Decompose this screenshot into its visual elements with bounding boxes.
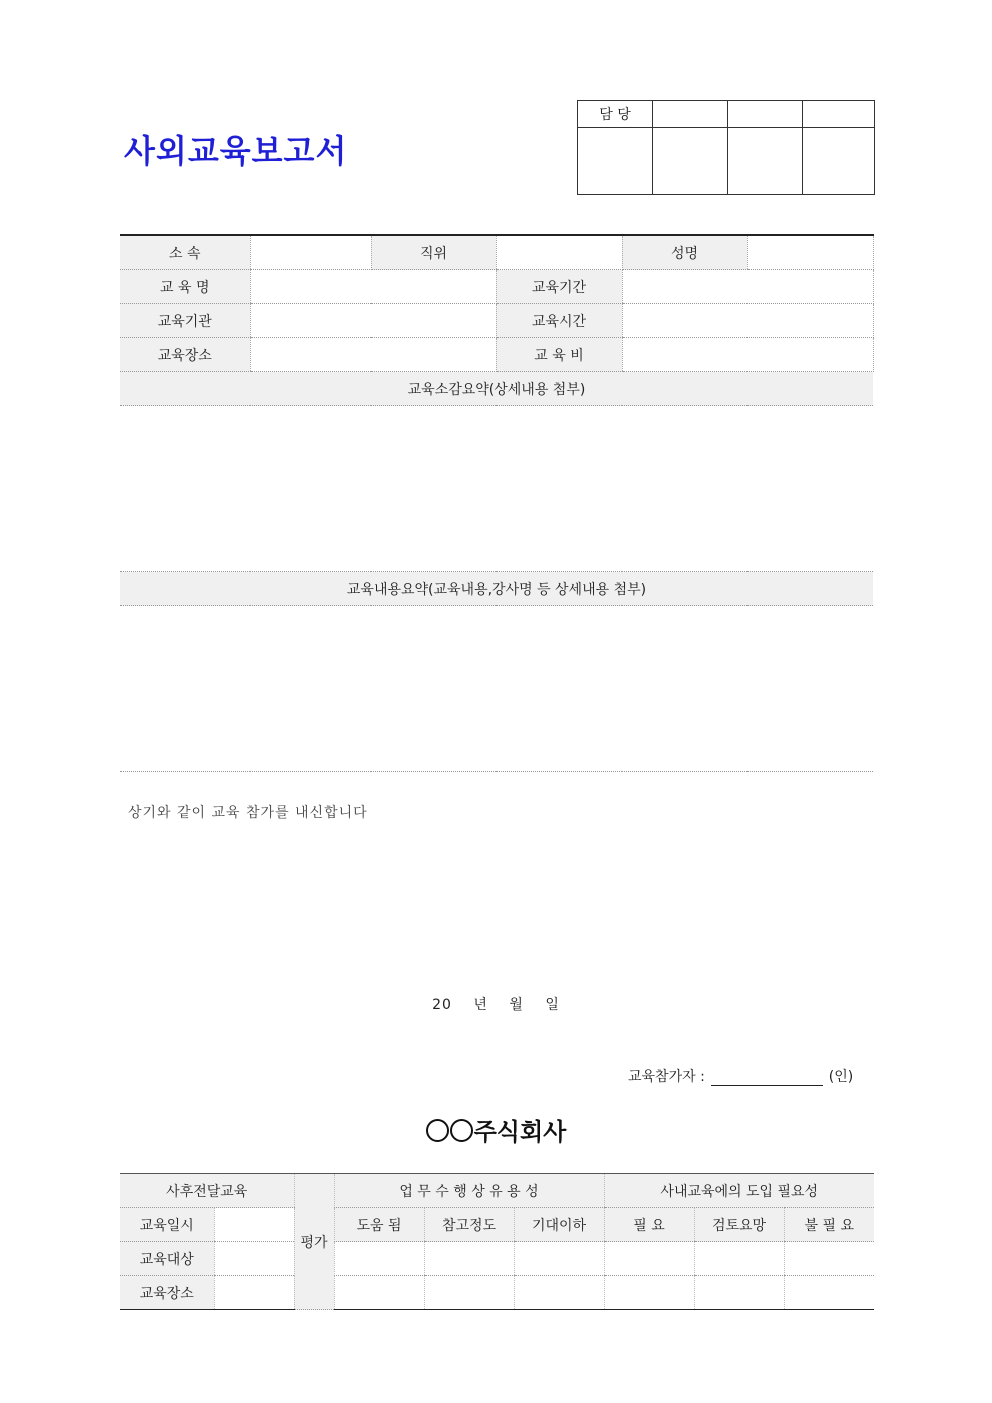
institution-label: 교육기관: [120, 304, 250, 338]
transfer-target-label: 교육대상: [120, 1242, 214, 1276]
approval-sign-cell[interactable]: [728, 128, 803, 195]
approval-header-cell: [728, 101, 803, 128]
position-label: 직위: [371, 235, 496, 270]
date-year: 20: [432, 997, 452, 1013]
content-field[interactable]: [120, 606, 873, 772]
course-name-field[interactable]: [250, 270, 496, 304]
circle-placeholder-icon: [450, 1119, 473, 1142]
need-check-cell[interactable]: [604, 1276, 694, 1310]
approval-sign-cell[interactable]: [803, 128, 875, 195]
use-check-cell[interactable]: [514, 1242, 604, 1276]
need-check-cell[interactable]: [694, 1276, 784, 1310]
period-field[interactable]: [622, 270, 873, 304]
company-name: [0, 1112, 992, 1147]
necessity-label: 사내교육에의 도입 필요성: [604, 1174, 874, 1208]
circle-placeholder-icon: [426, 1119, 449, 1142]
need-option-unneeded: 불 필 요: [784, 1208, 874, 1242]
page-title: 사외교육보고서: [124, 132, 348, 170]
need-check-cell[interactable]: [784, 1242, 874, 1276]
affiliation-field[interactable]: [250, 235, 371, 270]
location-label: 교육장소: [120, 338, 250, 372]
use-option-below: 기대이하: [514, 1208, 604, 1242]
need-check-cell[interactable]: [784, 1276, 874, 1310]
hours-field[interactable]: [622, 304, 873, 338]
transfer-date-field[interactable]: [214, 1208, 294, 1242]
evaluation-table: [120, 1173, 874, 1310]
participant-signature-line[interactable]: [711, 1071, 823, 1086]
name-label: 성명: [622, 235, 747, 270]
use-option-helpful: 도움 됨: [334, 1208, 424, 1242]
evaluation-label: 평가: [294, 1174, 334, 1310]
approval-sign-cell[interactable]: [653, 128, 728, 195]
approval-header-cell: [803, 101, 875, 128]
transfer-place-field[interactable]: [214, 1276, 294, 1310]
institution-field[interactable]: [250, 304, 496, 338]
cost-field[interactable]: [622, 338, 873, 372]
approval-sign-cell[interactable]: [578, 128, 653, 195]
affiliation-label: 소 속: [120, 235, 250, 270]
approval-box: [577, 100, 875, 195]
need-check-cell[interactable]: [604, 1242, 694, 1276]
statement-text: 상기와 같이 교육 참가를 내신합니다: [128, 805, 368, 821]
date-line: [0, 994, 992, 1014]
approval-header-cell: [653, 101, 728, 128]
company-name-text: 주식회사: [473, 1118, 567, 1146]
use-check-cell[interactable]: [514, 1276, 604, 1310]
transfer-training-label: 사후전달교육: [120, 1174, 294, 1208]
cost-label: 교 육 비: [496, 338, 622, 372]
approval-header-label: 담 당: [578, 101, 653, 128]
use-option-reference: 참고정도: [424, 1208, 514, 1242]
location-field[interactable]: [250, 338, 496, 372]
use-check-cell[interactable]: [424, 1276, 514, 1310]
need-check-cell[interactable]: [694, 1242, 784, 1276]
participant-signature: [628, 1066, 853, 1086]
position-field[interactable]: [496, 235, 622, 270]
hours-label: 교육시간: [496, 304, 622, 338]
impression-label: 교육소감요약(상세내용 첨부): [120, 372, 873, 406]
name-field[interactable]: [747, 235, 873, 270]
usefulness-label: 업 무 수 행 상 유 용 성: [334, 1174, 604, 1208]
transfer-target-field[interactable]: [214, 1242, 294, 1276]
date-month-unit: 월: [509, 997, 524, 1013]
use-check-cell[interactable]: [334, 1242, 424, 1276]
course-name-label: 교 육 명: [120, 270, 250, 304]
date-day-unit: 일: [545, 997, 560, 1013]
seal-mark: (인): [828, 1069, 854, 1085]
date-year-unit: 년: [473, 997, 488, 1013]
transfer-date-label: 교육일시: [120, 1208, 214, 1242]
use-check-cell[interactable]: [334, 1276, 424, 1310]
need-option-needed: 필 요: [604, 1208, 694, 1242]
participant-label: 교육참가자 :: [628, 1069, 705, 1085]
period-label: 교육기간: [496, 270, 622, 304]
info-table: [120, 234, 874, 772]
content-label: 교육내용요약(교육내용,강사명 등 상세내용 첨부): [120, 572, 873, 606]
transfer-place-label: 교육장소: [120, 1276, 214, 1310]
use-check-cell[interactable]: [424, 1242, 514, 1276]
need-option-review: 검토요망: [694, 1208, 784, 1242]
impression-field[interactable]: [120, 406, 873, 572]
